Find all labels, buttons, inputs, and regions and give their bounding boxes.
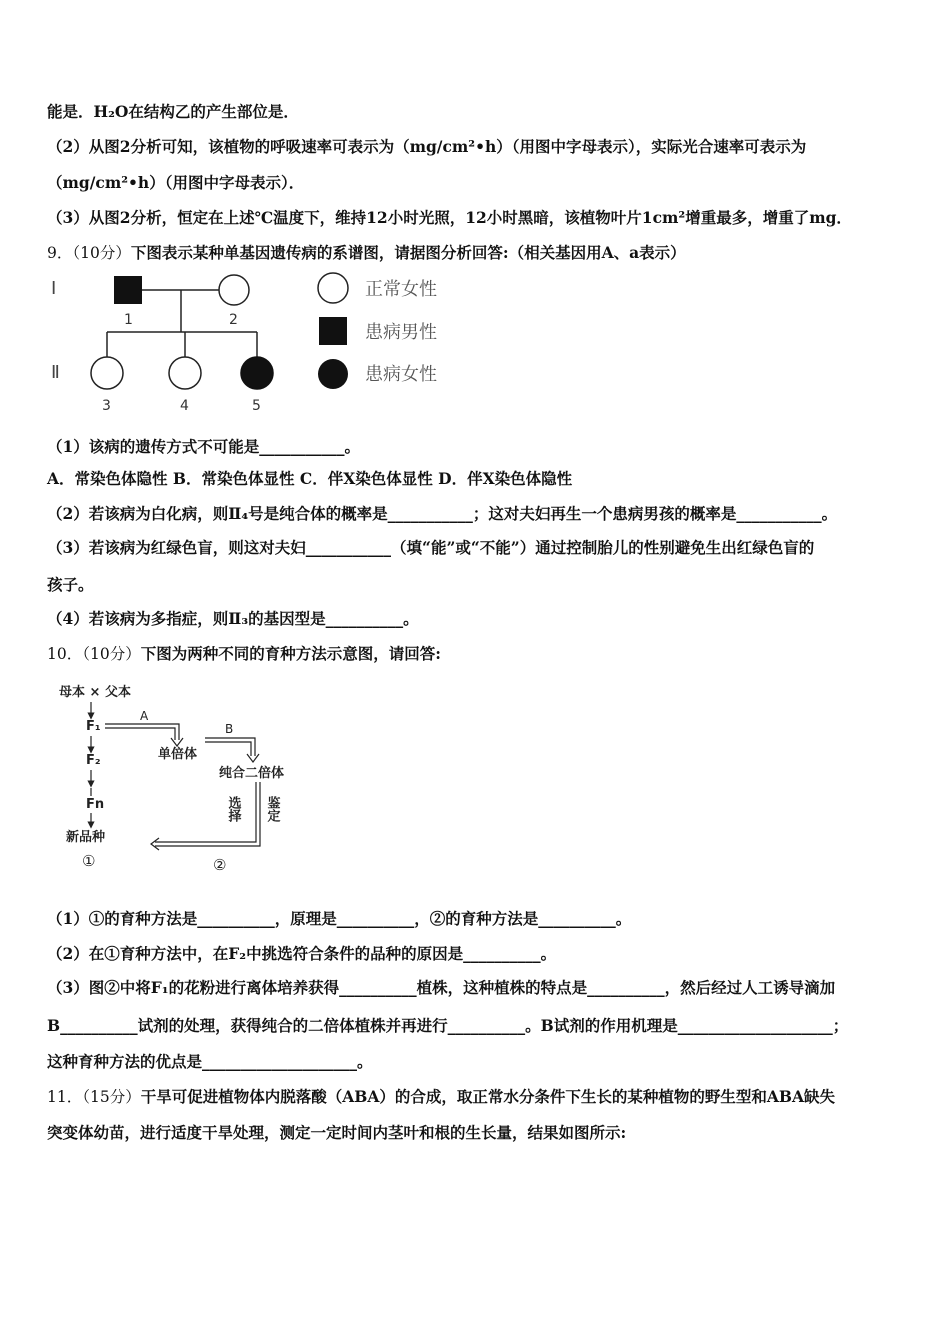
question-text: 干旱可促进植物体内脱落酸（ABA）的合成，取正常水分条件下生长的某种植物的野生型和ABA缺失: [140, 1087, 836, 1106]
question-9-part-4: （4）若该病为多指症，则Ⅱ₃的基因型是__________。: [47, 609, 419, 628]
generation-label-2: Ⅱ: [51, 362, 60, 383]
question-11-header: [47, 1086, 907, 1108]
question-text: 下图表示某种单基因遗传病的系谱图，请据图分析回答:（相关基因用A、a表示）: [130, 243, 686, 262]
text-line: 这种育种方法的优点是____________________。: [47, 1052, 373, 1071]
question-number: 10．（10分）: [47, 645, 141, 663]
individual-number: 4: [180, 398, 189, 414]
individual-number: 1: [124, 312, 133, 328]
f1-label: F₁: [86, 719, 101, 734]
question-10-part-1: （1）①的育种方法是__________，原理是__________，②的育种方法是__________。: [47, 909, 632, 928]
text-line: 突变体幼苗，进行适度干旱处理，测定一定时间内茎叶和根的生长量，结果如图所示:: [47, 1123, 627, 1142]
arrow-a: [105, 724, 179, 740]
arrow-b-head: [247, 754, 259, 762]
pure-diploid-label: 纯合二倍体: [219, 766, 285, 781]
legend-normal-female-label: 正常女性: [365, 279, 437, 300]
question-8-part-2: （2）从图2分析可知，该植物的呼吸速率可表示为（mg/cm²•h）（用图中字母表示），实际光合速率可表示为: [47, 137, 807, 156]
affected-female-symbol: [241, 357, 273, 389]
method-1-mark: ①: [82, 852, 96, 870]
text-line: （mg/cm²•h）（用图中字母表示）．: [47, 173, 305, 192]
normal-female-symbol: [219, 275, 249, 305]
label-b: B: [225, 722, 234, 736]
question-9-part-1: （1）该病的遗传方式不可能是___________。: [47, 437, 361, 456]
individual-number: 5: [252, 398, 261, 414]
legend-affected-male-label: 患病男性: [365, 322, 437, 343]
legend-affected-male-icon: [319, 317, 347, 345]
pedigree-chart: [47, 270, 467, 420]
label-a: A: [140, 709, 149, 723]
question-9-options: A．常染色体隐性 B．常染色体显性 C．伴X染色体显性 D．伴X染色体隐性: [47, 469, 573, 488]
legend-affected-female-label: 患病女性: [365, 364, 437, 385]
breeding-diagram: [55, 678, 315, 878]
legend-affected-female-icon: [318, 359, 348, 389]
individual-number: 3: [102, 398, 111, 414]
text-line: 孩子。: [47, 575, 94, 594]
individual-number: 2: [229, 312, 238, 328]
return-arrow: [155, 782, 260, 846]
question-9-header: [47, 242, 907, 264]
question-10-header: [47, 643, 907, 665]
arrow-a-head: [171, 738, 183, 746]
question-9-part-2: （2）若该病为白化病，则Ⅱ₄号是纯合体的概率是___________；这对夫妇再生一个患病男孩的概率是___________。: [47, 504, 838, 523]
normal-female-symbol: [91, 357, 123, 389]
question-9-part-3: （3）若该病为红绿色盲，则这对夫妇___________（填“能”或“不能”）通过控制胎儿的性别避免生出红绿色盲的: [47, 538, 815, 557]
legend-normal-female-icon: [318, 273, 348, 303]
question-10-part-3: （3）图②中将F₁的花粉进行离体培养获得__________植株，这种植株的特点是__________，然后经过人工诱导滴加: [47, 978, 836, 997]
f2-label: F₂: [86, 753, 101, 768]
identify-label: 鉴定: [264, 796, 280, 822]
new-variety-label: 新品种: [66, 830, 106, 845]
select-label: 选择: [225, 796, 241, 822]
text-line: 能是．H₂O在结构乙的产生部位是．: [47, 102, 299, 121]
fn-label: Fn: [86, 797, 105, 812]
haploid-label: 单倍体: [158, 747, 198, 762]
generation-label-1: Ⅰ: [51, 278, 57, 299]
affected-male-symbol: [114, 276, 142, 304]
text-line: B__________试剂的处理，获得纯合的二倍体植株并再进行__________。B试剂的作用机理是____________________；: [47, 1016, 849, 1035]
parents-label: 母本 × 父本: [59, 685, 131, 700]
normal-female-symbol: [169, 357, 201, 389]
question-text: 下图为两种不同的育种方法示意图，请回答:: [140, 644, 441, 663]
arrow-b: [205, 738, 255, 756]
return-arrow-head: [151, 838, 159, 850]
question-8-part-3: （3）从图2分析，恒定在上述℃温度下，维持12小时光照，12小时黑暗，该植物叶片1cm²增重最多，增重了mg．: [47, 208, 852, 227]
question-number: 9．（10分）: [47, 244, 131, 262]
method-2-mark: ②: [213, 856, 227, 874]
question-10-part-2: （2）在①育种方法中，在F₂中挑选符合条件的品种的原因是__________。: [47, 944, 557, 963]
question-number: 11．（15分）: [47, 1088, 141, 1106]
